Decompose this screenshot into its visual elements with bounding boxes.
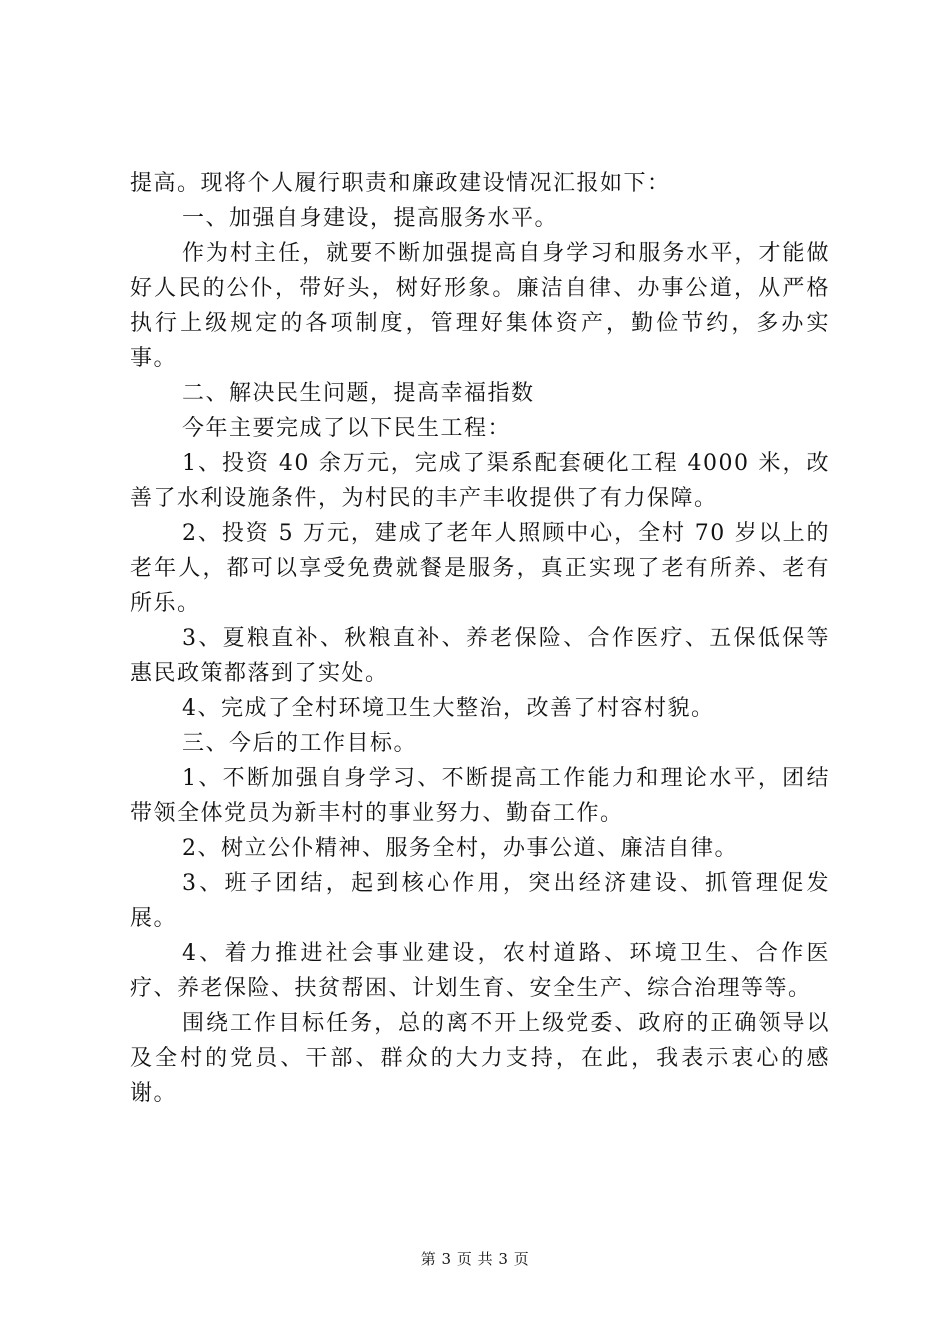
list-item-project-2: 2、投资 5 万元，建成了老年人照顾中心，全村 70 岁以上的老年人，都可以享受免费就餐是服务，真正实现了老有所养、老有所乐。 (130, 521, 830, 616)
page-footer (0, 1248, 950, 1269)
section-heading-2: 二、解决民生问题，提高幸福指数 (182, 381, 535, 406)
paragraph-projects-intro: 今年主要完成了以下民生工程： (182, 416, 512, 441)
section-heading-1: 一、加强自身建设，提高服务水平。 (182, 206, 559, 231)
list-item-goal-1: 1、不断加强自身学习、不断提高工作能力和理论水平，团结带领全体党员为新丰村的事业努力、勤奋工作。 (130, 766, 830, 826)
paragraph-intro-line: 提高。现将个人履行职责和廉政建设情况汇报如下： (130, 171, 671, 196)
paragraph-closing: 围绕工作目标任务，总的离不开上级党委、政府的正确领导以及全村的党员、干部、群众的大力支持，在此，我表示衷心的感谢。 (130, 1011, 830, 1106)
list-item-project-3: 3、夏粮直补、秋粮直补、养老保险、合作医疗、五保低保等惠民政策都落到了实处。 (130, 626, 830, 686)
list-item-goal-2: 2、树立公仆精神、服务全村，办事公道、廉洁自律。 (182, 836, 738, 861)
list-item-project-4: 4、完成了全村环境卫生大整治，改善了村容村貌。 (182, 696, 715, 721)
list-item-project-1: 1、投资 40 余万元，完成了渠系配套硬化工程 4000 米，改善了水利设施条件，为村民的丰产丰收提供了有力保障。 (130, 451, 830, 511)
section-heading-3: 三、今后的工作目标。 (182, 731, 418, 756)
document-body (130, 166, 830, 1111)
paragraph-section-1: 作为村主任，就要不断加强提高自身学习和服务水平，才能做好人民的公仆，带好头，树好形象。廉洁自律、办事公道，从严格执行上级规定的各项制度，管理好集体资产，勤俭节约，多办实事。 (130, 241, 830, 371)
list-item-goal-3: 3、班子团结，起到核心作用，突出经济建设、抓管理促发展。 (130, 871, 830, 931)
list-item-goal-4: 4、着力推进社会事业建设，农村道路、环境卫生、合作医疗、养老保险、扶贫帮困、计划生育、安全生产、综合治理等等。 (130, 941, 830, 1001)
page-number-label: 第 3 页 共 3 页 (420, 1250, 530, 1268)
